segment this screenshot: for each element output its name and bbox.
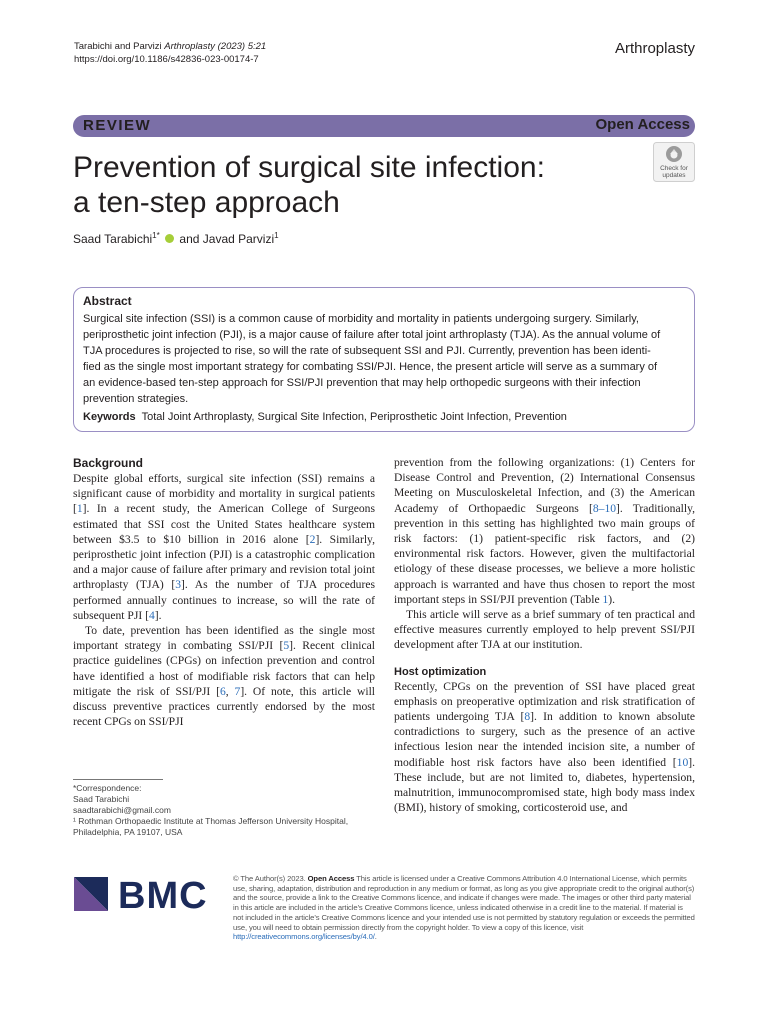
paragraph: prevention from the following organizations: (1) Centers for Disease Control and Prevention, (2) International Consensus Meeting on Musculoskeletal Infection, and (3) the American Academy of Orthopaedic Surgeons [8–10]. Traditionally, prevention in this setting has highlighted two main groups of risk factors: (1) patient-specific risk factors, and (2) environmental risk factors. However, given the multifactorial etiology of these disease processes, we believe a more holistic approach is warranted and have thus chosen to report the most important steps in SSI/PJI prevention (Table 1). (394, 456, 696, 606)
article-title (73, 150, 593, 220)
crossmark-line-1: Check for (660, 165, 688, 172)
copyright: © The Author(s) 2023. (233, 874, 306, 883)
article-type-banner (73, 115, 695, 137)
body-column-right (394, 455, 695, 815)
paragraph: Despite global efforts, surgical site infection (SSI) remains a significant cause of morbidity and mortality in surgical patients [1]. In a recent study, the American College of Surgeons estimated that SSI cost the United States healthcare system between $3.5 to $10 billion in 2016 alone [2]. Similarly, periprosthetic joint infection (PJI) is a catastrophic complication and a major cause of failure after primary and revision total joint arthroplasty (TJA) [3]. As the number of TJA procedures performed annually continues to increase, so will the rate of subsequent PJI [4]. (73, 472, 375, 622)
license-oa-label: Open Access (307, 874, 355, 883)
section-heading-background: Background (73, 456, 144, 470)
correspondence-footnote (73, 783, 373, 838)
license-text: This article is licensed under a Creative Commons Attribution 4.0 International License, which permits use, sharing, adaptation, distribution and reproduction in any medium or format, as long as you give appropriate credit to the original author(s) and the source, provide a link to the Creative Commons licence, and indicate if changes were made. The images or other third party material in this article are included in the article’s Creative Commons licence, unless indicated otherwise in a credit line to the material. If material is not included in the article’s Creative Commons licence and your intended use is not permitted by statutory regulation or exceeds the permitted use, you will need to obtain permission directly from the copyright holder. To view a copy of this licence, visit (233, 874, 695, 932)
doi-link[interactable]: https://doi.org/10.1186/s42836-023-00174-7 (74, 54, 259, 65)
footnote-email[interactable]: saadtarabichi@gmail.com (73, 805, 171, 815)
open-access-label: Open Access (595, 116, 690, 133)
citation-header (74, 40, 266, 66)
abstract-line: Surgical site infection (SSI) is a common cause of morbidity and mortality in patients undergoing surgery. Similarly, (83, 313, 639, 325)
orcid-icon[interactable] (165, 234, 174, 243)
title-line-1: Prevention of surgical site infection: (73, 151, 545, 184)
paragraph: Recently, CPGs on the prevention of SSI have placed great emphasis on preoperative optimization and risk stratification of patients undergoing TJA [8]. In addition to known absolute contradictions to surgery, such as the presence of an active infectious lesion near the intended incision site, a number of modifiable host risk factors have also been identified [10]. These include, but are not limited to, diabetes, hypertension, malnutrition, immunocompromised state, high body mass index (BMI), history of smoking, corticosteroid use, and (394, 679, 695, 815)
abstract-box (73, 287, 695, 432)
abstract-line: prevention strategies. (83, 393, 189, 405)
article-type-label: REVIEW (83, 117, 152, 134)
author-1-affiliation: 1* (152, 231, 160, 240)
keywords-list: Total Joint Arthroplasty, Surgical Site Infection, Periprosthetic Joint Infection, Prevention (141, 411, 567, 423)
abstract-text (83, 311, 687, 407)
author-list (73, 231, 279, 246)
keywords (83, 411, 567, 423)
footnote-divider (73, 779, 163, 780)
author-2-affiliation: 1 (274, 231, 279, 240)
abstract-line: TJA procedures is projected to rise, so will the rate of subsequent SSI and PJI. Currently, prevention has been identi- (83, 345, 651, 357)
title-line-2: a ten-step approach (73, 186, 340, 219)
bmc-logo (74, 877, 214, 911)
footnote-line: Philadelphia, PA 19107, USA (73, 827, 183, 837)
check-for-updates-badge[interactable] (653, 142, 695, 182)
crossmark-icon (653, 142, 695, 182)
bmc-logo-text: BMC (118, 877, 208, 911)
cite-journal: Arthroplasty (2023) 5:21 (164, 41, 267, 52)
license-link[interactable]: http://creativecommons.org/licenses/by/4.0/ (233, 932, 375, 942)
abstract-heading: Abstract (83, 294, 132, 308)
abstract-line: fied as the single most important strategy for combating SSI/PJI. Hence, the present article will serve as a summary of (83, 361, 658, 373)
paragraph: This article will serve as a brief summary of ten practical and effective measures currently employed to help prevent SSI/PJI development after TJA at our institution. (394, 608, 695, 652)
abstract-line: periprosthetic joint infection (PJI), is a major cause of failure after total joint arthroplasty (TJA). As the annual volume of (83, 329, 661, 341)
cite-authors: Tarabichi and Parvizi (74, 41, 162, 52)
footnote-line: ¹ Rothman Orthopaedic Institute at Thomas Jefferson University Hospital, (73, 816, 349, 826)
section-heading-host-optimization: Host optimization (394, 665, 487, 678)
author-2[interactable]: and Javad Parvizi (179, 232, 275, 246)
footnote-line: Saad Tarabichi (73, 794, 130, 804)
body-column-left (73, 456, 375, 729)
bmc-logo-mark (74, 877, 214, 911)
license-notice (233, 874, 695, 942)
paragraph: To date, prevention has been identified as the single most important strategy in combating SSI/PJI [5]. Recent clinical practice guidelines (CPGs) on infection prevention and control have identified a host of modifiable risk factors that can help mitigate the risk of SSI/PJI [6, 7]. Of note, this article will discuss preventive practices currently endorsed by the most recent CPGs on SSI/PJI (73, 624, 376, 729)
crossmark-line-2: updates (662, 172, 686, 179)
author-1[interactable]: Saad Tarabichi (73, 232, 153, 246)
abstract-line: an evidence-based ten-step approach for SSI/PJI prevention that may help orthopedic surgeons with their infection (83, 377, 641, 389)
keywords-label: Keywords (83, 411, 136, 423)
footnote-line: *Correspondence: (73, 783, 142, 793)
journal-name: Arthroplasty (614, 40, 695, 57)
license-end: . (374, 932, 377, 942)
